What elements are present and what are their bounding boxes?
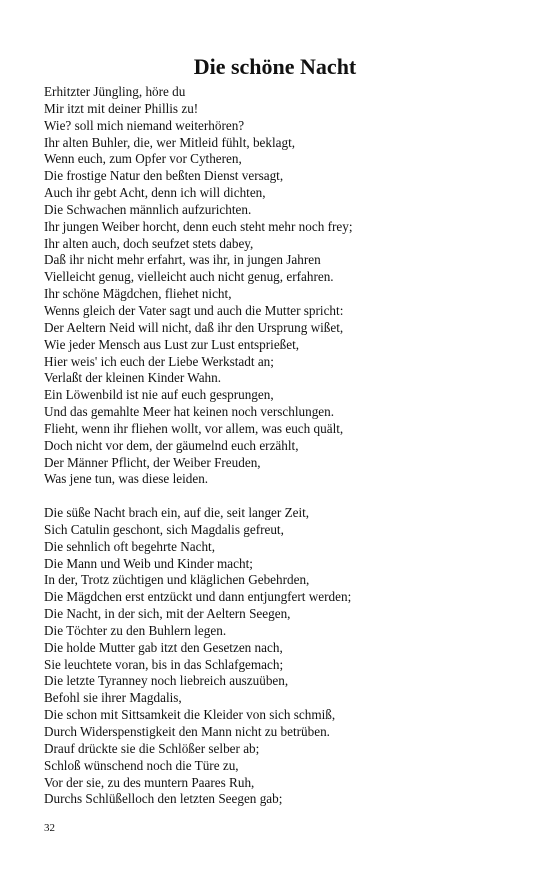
- poem-line: Drauf drückte sie die Schlößer selber ab;: [44, 740, 260, 756]
- poem-line: Die Nacht, in der sich, mit der Aeltern Seegen,: [44, 606, 291, 622]
- poem-line: Ihr alten Buhler, die, wer Mitleid fühlt, beklagt,: [44, 134, 296, 150]
- poem-line: Hier weis' ich euch der Liebe Werkstadt an;: [44, 353, 274, 369]
- poem-line: Die sehnlich oft begehrte Nacht,: [44, 538, 216, 554]
- poem-line: Ein Löwenbild ist nie auf euch gesprungen,: [44, 387, 274, 403]
- poem-line: Doch nicht vor dem, der gäumelnd euch erzählt,: [44, 437, 299, 453]
- poem-line: Die frostige Natur den beßten Dienst versagt,: [44, 168, 284, 184]
- poem-line: Flieht, wenn ihr fliehen wollt, vor allem, was euch quält,: [44, 420, 344, 436]
- poem-line: Sie leuchtete voran, bis in das Schlafgemach;: [44, 656, 284, 672]
- poem-line: Auch ihr gebt Acht, denn ich will dichten,: [44, 185, 266, 201]
- poem-line: Ihr schöne Mägdchen, fliehet nicht,: [44, 286, 232, 302]
- poem-line: Sich Catulin geschont, sich Magdalis gefreut,: [44, 521, 284, 537]
- poem-line: Wenns gleich der Vater sagt und auch die Mutter spricht:: [44, 302, 344, 318]
- poem-line: Die süße Nacht brach ein, auf die, seit langer Zeit,: [44, 505, 310, 520]
- poem-line: Die Töchter zu den Buhlern legen.: [44, 622, 227, 638]
- poem-line: Mir itzt mit deiner Phillis zu!: [44, 100, 199, 116]
- poem-line: Der Aeltern Neid will nicht, daß ihr den Ursprung wißet,: [44, 319, 344, 335]
- poem-line: Und das gemahlte Meer hat keinen noch verschlungen.: [44, 404, 335, 420]
- poem-line: Ihr jungen Weiber horcht, denn euch steht mehr noch frey;: [44, 218, 353, 234]
- poem-line: Daß ihr nicht mehr erfahrt, was ihr, in jungen Jahren: [44, 252, 321, 268]
- poem-line: Was jene tun, was diese leiden.: [44, 471, 209, 487]
- poem-line: Die schon mit Sittsamkeit die Kleider von sich schmiß,: [44, 707, 336, 723]
- poem-line: Die Schwachen männlich aufzurichten.: [44, 201, 252, 217]
- poem-line: Die Mann und Weib und Kinder macht;: [44, 555, 253, 571]
- poem-line: Der Männer Pflicht, der Weiber Freuden,: [44, 454, 261, 470]
- poem-line: Vielleicht genug, vielleicht auch nicht genug, erfahren.: [44, 269, 334, 285]
- poem-line: Verlaßt der kleinen Kinder Wahn.: [44, 370, 222, 386]
- poem-line: Durch Widerspenstigkeit den Mann nicht zu betrüben.: [44, 723, 330, 739]
- poem-line: Die holde Mutter gab itzt den Gesetzen nach,: [44, 639, 283, 655]
- poem-line: Befohl sie ihrer Magdalis,: [44, 690, 182, 706]
- poem-line: Die letzte Tyranney noch liebreich auszuüben,: [44, 673, 289, 689]
- poem-line: Durchs Schlüßelloch den letzten Seegen gab;: [44, 791, 283, 807]
- poem-line: Wenn euch, zum Opfer vor Cytheren,: [44, 151, 242, 167]
- poem-line: Vor der sie, zu des muntern Paares Ruh,: [44, 774, 255, 790]
- poem-line: Wie jeder Mensch aus Lust zur Lust entsprießet,: [44, 336, 300, 352]
- stanza-2: [44, 505, 534, 808]
- poem-line: Erhitzter Jüngling, höre du: [44, 84, 186, 99]
- poem-line: In der, Trotz züchtigen und kläglichen Gebehrden,: [44, 572, 310, 588]
- poem-line: Die Mägdchen erst entzückt und dann entjungfert werden;: [44, 589, 352, 605]
- poem-line: Wie? soll mich niemand weiterhören?: [44, 117, 245, 133]
- page-number: 32: [44, 822, 55, 834]
- poem-title: Die schöne Nacht: [193, 54, 357, 79]
- poem-line: Ihr alten auch, doch seufzet stets dabey,: [44, 235, 254, 251]
- stanza-1: [44, 84, 534, 488]
- poem-line: Schloß wünschend noch die Türe zu,: [44, 757, 239, 773]
